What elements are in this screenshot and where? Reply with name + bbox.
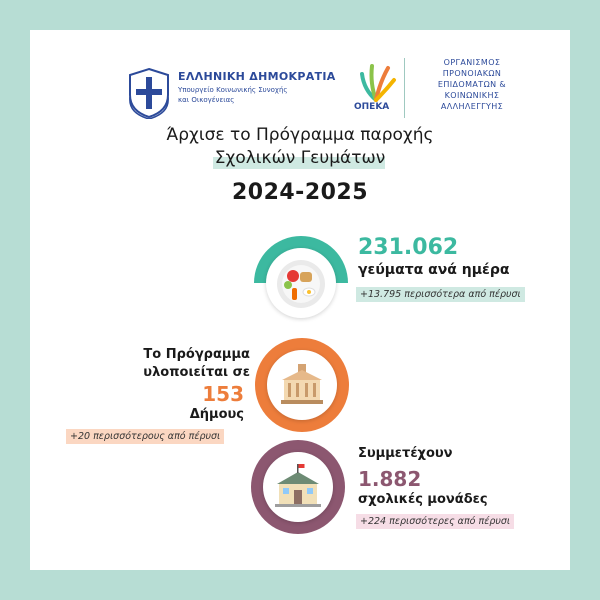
meals-ring-inner: [266, 248, 336, 318]
greek-emblem-icon: [126, 67, 172, 119]
meals-note: +13.795 περισσότερα από πέρυσι: [356, 287, 525, 302]
schools-note: +224 περισσότερες από πέρυσι: [356, 514, 514, 529]
schools-label: Συμμετέχουν: [358, 446, 453, 461]
gov-subtitle: Υπουργείο Κοινωνικής Συνοχής και Οικογένειας: [178, 86, 288, 104]
municipalities-unit: Δήμους: [189, 407, 244, 422]
opeka-wordmark: ΟΠΕΚΑ: [354, 102, 390, 112]
meals-label: γεύματα ανά ημέρα: [358, 262, 510, 278]
title-year: 2024-2025: [231, 180, 369, 205]
town-hall-icon: [267, 350, 337, 420]
gov-title: ΕΛΛΗΝΙΚΗ ΔΗΜΟΚΡΑΤΙΑ: [178, 70, 336, 83]
municipalities-note: +20 περισσότερους από πέρυσι: [66, 429, 224, 444]
title-line-1: Άρχισε το Πρόγραμμα παροχής: [166, 125, 434, 145]
municipalities-ring-inner: [267, 350, 337, 420]
municipalities-label: Το Πρόγραμμα υλοποιείται σε: [143, 347, 250, 380]
schools-ring-inner: [263, 452, 333, 522]
opeka-full-name: ΟΡΓΑΝΙΣΜΟΣ ΠΡΟΝΟΙΑΚΩΝ ΕΠΙΔΟΜΑΤΩΝ & ΚΟΙΝΩΝΙΚΗΣ ΑΛΛΗΛΕΓΓΥΗΣ: [437, 58, 507, 111]
meal-plate-icon: [266, 248, 336, 318]
meals-count: 231.062: [358, 235, 459, 260]
infographic-card: [30, 30, 570, 570]
schools-count: 1.882: [358, 467, 422, 491]
schools-unit: σχολικές μονάδες: [358, 492, 488, 507]
logo-divider: [404, 58, 405, 118]
school-building-icon: [263, 452, 333, 522]
title-line-2: Σχολικών Γευμάτων: [214, 148, 386, 168]
municipalities-count: 153: [202, 382, 244, 406]
